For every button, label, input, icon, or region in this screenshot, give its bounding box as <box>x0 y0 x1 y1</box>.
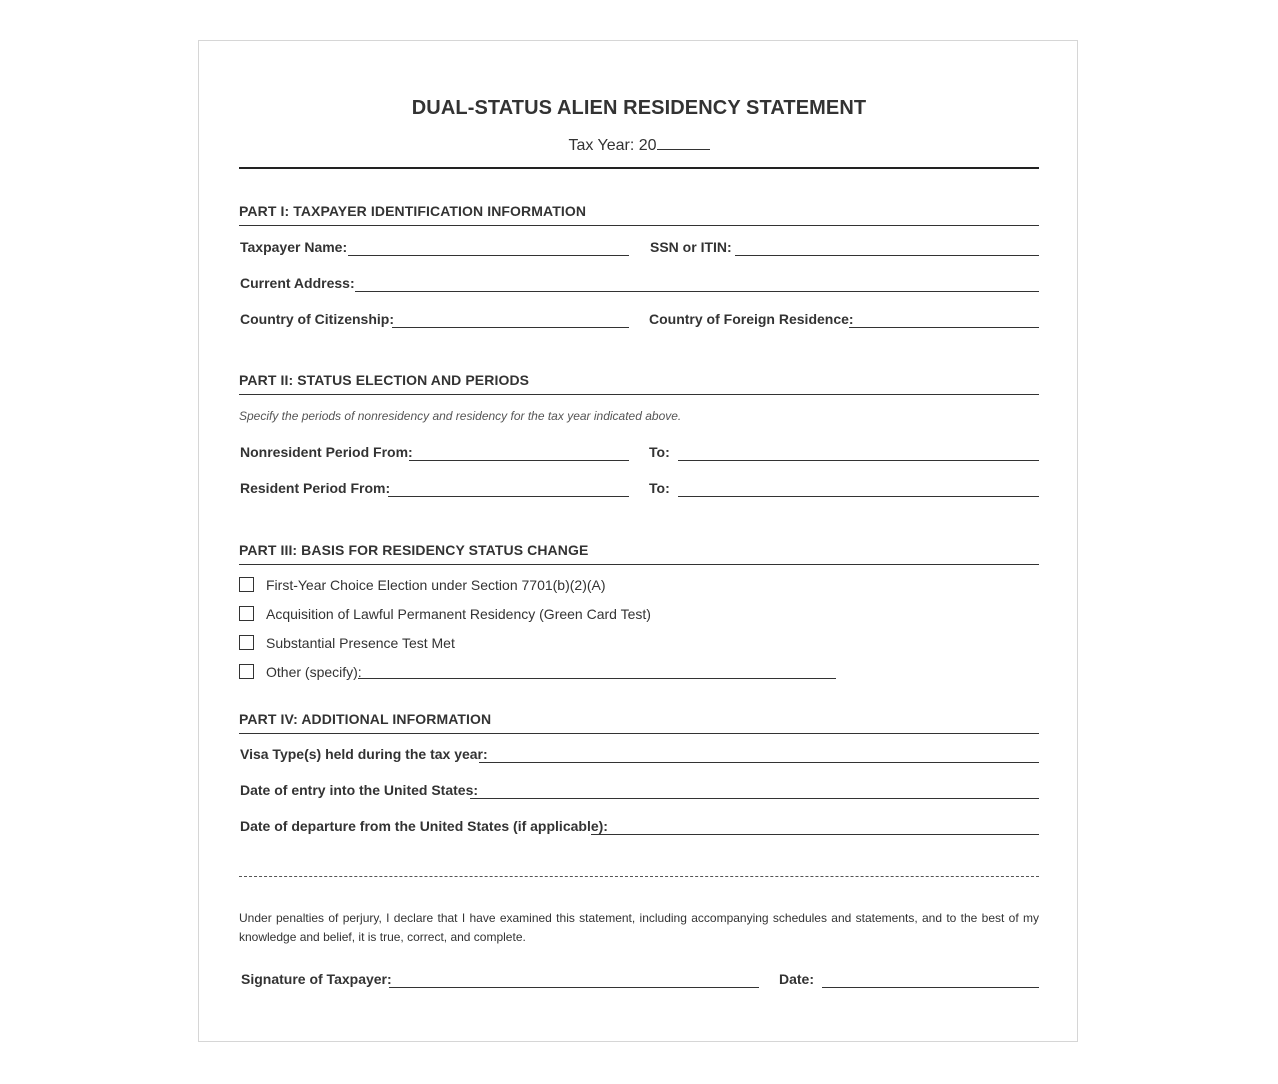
nonresident-period-row <box>239 444 1039 466</box>
form-title: DUAL-STATUS ALIEN RESIDENCY STATEMENT <box>411 97 867 119</box>
address-label: Current Address: <box>240 275 355 291</box>
taxpayer-name-row <box>239 239 1039 261</box>
signature-label: Signature of Taxpayer: <box>241 971 392 987</box>
first-year-choice-checkbox[interactable] <box>239 577 254 592</box>
resident-to-label: To: <box>649 480 670 496</box>
option-first-year-choice <box>239 577 1039 597</box>
nonresident-from-label: Nonresident Period From: <box>240 444 413 460</box>
perjury-declaration: Under penalties of perjury, I declare that I have examined this statement, including accompanying schedules and statements, and to the best of my knowledge and belief, it is true, correct, and complete. <box>239 911 1039 944</box>
part2-note: Specify the periods of nonresidency and residency for the tax year indicated above. <box>239 409 682 423</box>
option-substantial-presence <box>239 635 1039 655</box>
part4-heading: PART IV: ADDITIONAL INFORMATION <box>239 711 1039 734</box>
address-field[interactable] <box>355 291 1039 292</box>
other-label: Other (specify): <box>266 664 362 680</box>
nonresident-to-field[interactable] <box>678 460 1039 461</box>
departure-date-row <box>239 818 1039 840</box>
citizenship-row <box>239 311 1039 333</box>
foreign-residence-label: Country of Foreign Residence: <box>649 311 854 327</box>
first-year-choice-label: First-Year Choice Election under Section 7701(b)(2)(A) <box>266 577 606 593</box>
option-green-card <box>239 606 1039 626</box>
part3-heading: PART III: BASIS FOR RESIDENCY STATUS CHANGE <box>239 542 1039 565</box>
citizenship-field[interactable] <box>392 327 629 328</box>
visa-field[interactable] <box>479 762 1039 763</box>
part2-heading: PART II: STATUS ELECTION AND PERIODS <box>239 372 1039 395</box>
resident-from-label: Resident Period From: <box>240 480 391 496</box>
visa-row <box>239 746 1039 768</box>
dashed-divider <box>239 876 1039 877</box>
tax-year-label: Tax Year: 20 <box>568 137 657 154</box>
departure-date-field[interactable] <box>591 834 1039 835</box>
part1-heading: PART I: TAXPAYER IDENTIFICATION INFORMATION <box>239 203 1039 226</box>
entry-date-field[interactable] <box>470 798 1039 799</box>
signature-row <box>239 971 1039 993</box>
substantial-presence-checkbox[interactable] <box>239 635 254 650</box>
signature-field[interactable] <box>389 987 759 988</box>
green-card-label: Acquisition of Lawful Permanent Residency (Green Card Test) <box>266 606 651 622</box>
option-other <box>239 664 1039 684</box>
green-card-checkbox[interactable] <box>239 606 254 621</box>
ssn-field[interactable] <box>735 255 1039 256</box>
other-specify-field[interactable] <box>358 678 836 679</box>
ssn-label: SSN or ITIN: <box>650 239 732 255</box>
taxpayer-name-field[interactable] <box>348 255 629 256</box>
address-row <box>239 275 1039 297</box>
entry-date-row <box>239 782 1039 804</box>
departure-date-label: Date of departure from the United States (if applicable): <box>240 818 608 834</box>
nonresident-from-field[interactable] <box>409 460 629 461</box>
other-checkbox[interactable] <box>239 664 254 679</box>
taxpayer-name-label: Taxpayer Name: <box>240 239 348 255</box>
resident-to-field[interactable] <box>678 496 1039 497</box>
nonresident-to-label: To: <box>649 444 670 460</box>
date-label: Date: <box>779 971 815 987</box>
substantial-presence-label: Substantial Presence Test Met <box>266 635 455 651</box>
form-page <box>198 40 1078 1042</box>
resident-from-field[interactable] <box>388 496 629 497</box>
date-field[interactable] <box>822 987 1039 988</box>
citizenship-label: Country of Citizenship: <box>240 311 394 327</box>
tax-year <box>239 135 1039 155</box>
tax-year-field[interactable] <box>657 135 710 150</box>
title-divider <box>239 167 1039 169</box>
entry-date-label: Date of entry into the United States: <box>240 782 479 798</box>
resident-period-row <box>239 480 1039 502</box>
visa-label: Visa Type(s) held during the tax year: <box>240 746 488 762</box>
foreign-residence-field[interactable] <box>849 327 1039 328</box>
